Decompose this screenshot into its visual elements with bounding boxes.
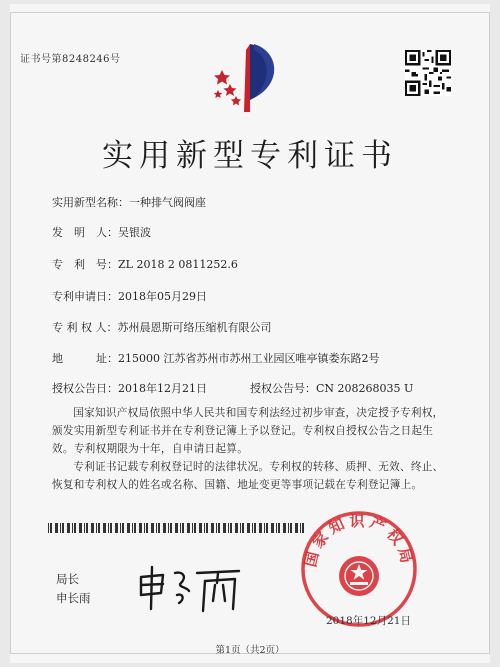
patent-office-emblem <box>210 40 294 118</box>
certificate-title: 实用新型专利证书 <box>102 138 398 174</box>
field-label: 授权公告号： <box>250 382 316 395</box>
qr-code <box>405 50 451 96</box>
field-label: 实用新型名称： <box>52 196 129 209</box>
field-value: 吴银波 <box>118 226 151 239</box>
official-seal <box>300 510 418 628</box>
seal-date: 2018年12月21日 <box>326 615 411 627</box>
field-grant-announcement-no <box>250 380 413 396</box>
field-label: 专 利 号： <box>52 258 118 271</box>
field-grant-date <box>52 380 207 396</box>
director-name: 申长雨 <box>56 591 91 605</box>
certificate-body <box>52 404 450 494</box>
handwritten-signature <box>135 563 245 615</box>
barcode <box>48 523 308 533</box>
seal-text: 国家知识产权局 <box>301 511 417 569</box>
field-address <box>52 350 380 366</box>
body-paragraph-1: 国家知识产权局依照中华人民共和国专利法经过初步审查，决定授予专利权，颁发实用新型专利证书并在专利登记簿上予以登记。专利权自授权公告之日起生效。专利权期限为十年，自申请日起算。 <box>52 407 444 455</box>
field-label: 专 利 权 人： <box>52 321 118 334</box>
field-label: 地 址： <box>52 352 118 365</box>
field-label: 专利申请日： <box>52 290 118 303</box>
director-title: 局长 <box>56 572 79 586</box>
field-patent-number <box>52 256 238 272</box>
field-label: 发 明 人： <box>52 226 118 239</box>
field-value: 215000 江苏省苏州市苏州工业园区唯亭镇娄东路2号 <box>118 352 380 365</box>
field-value: 一种排气阀阀座 <box>129 196 206 209</box>
field-application-date <box>52 288 207 304</box>
field-value: CN 208268035 U <box>316 382 414 395</box>
field-label: 授权公告日： <box>52 382 118 395</box>
field-value: 苏州晨恩斯可络压缩机有限公司 <box>117 321 272 334</box>
field-value: 2018年05月29日 <box>118 290 207 303</box>
page-indicator: 第1页（共2页） <box>215 645 285 656</box>
field-patentee <box>52 319 272 335</box>
field-inventor <box>52 224 151 240</box>
field-value: ZL 2018 2 0811252.6 <box>118 258 238 271</box>
field-invention-name <box>52 194 206 210</box>
field-value: 2018年12月21日 <box>118 382 207 395</box>
certificate-number: 证书号第8248246号 <box>20 54 121 65</box>
body-paragraph-2: 专利证书记载专利权登记时的法律状况。专利权的转移、质押、无效、终止、恢复和专利权人的姓名或名称、国籍、地址变更等事项记载在专利登记簿上。 <box>52 461 444 491</box>
